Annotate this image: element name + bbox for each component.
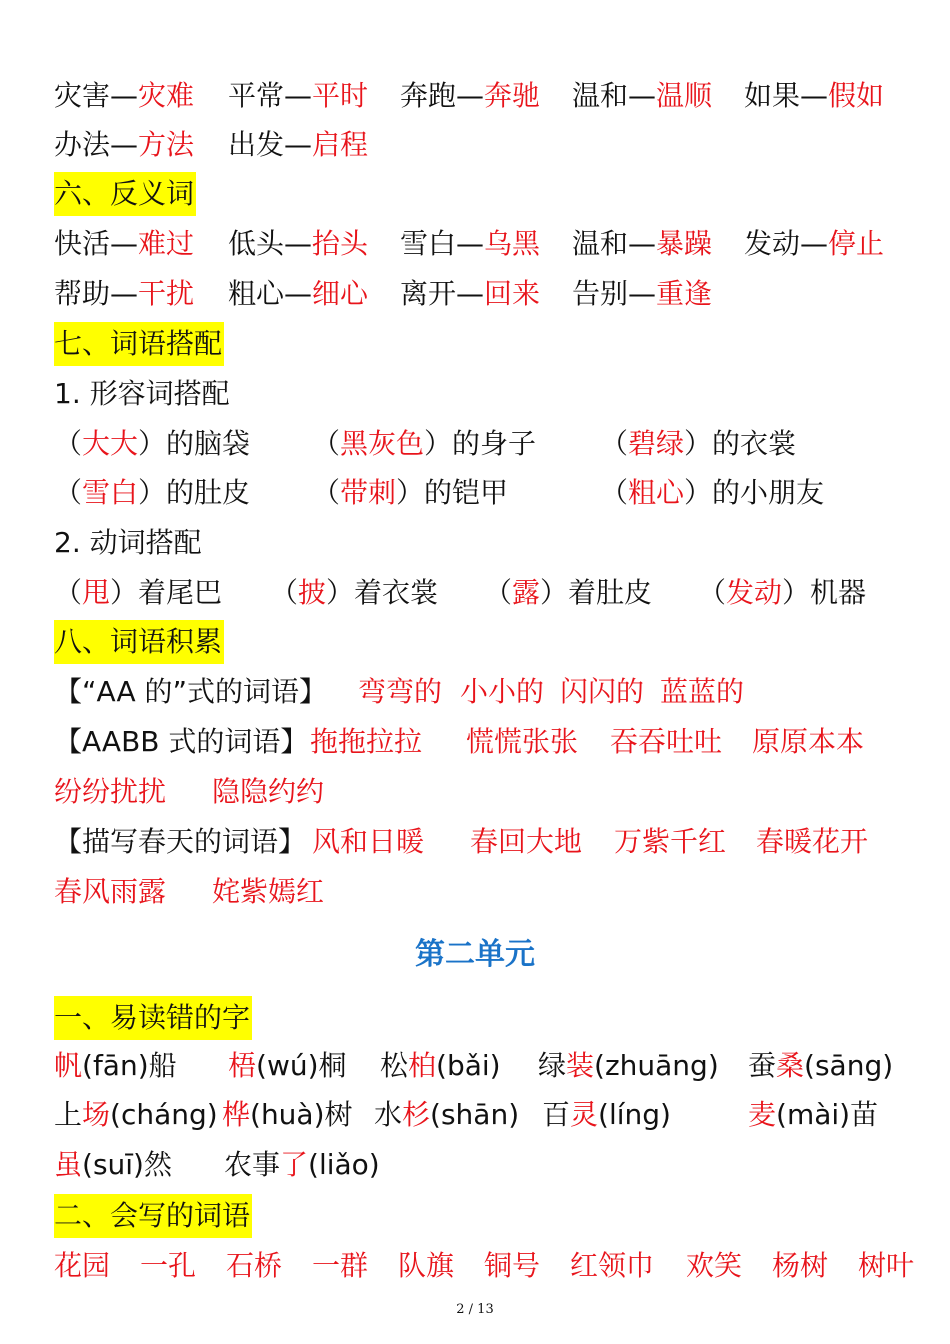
pinyin: (cháng) (110, 1098, 218, 1131)
word-base: 温和— (572, 79, 657, 112)
char-base: 然 (143, 1148, 172, 1181)
char-base: 绿 (538, 1049, 567, 1082)
word-answer: 纷纷扰扰 (54, 775, 167, 808)
pinyin: (liǎo) (308, 1148, 380, 1181)
word-answer: 露 (512, 576, 541, 609)
char-highlight: 梧 (228, 1049, 257, 1082)
synonym-pair (54, 121, 194, 169)
paren: （ (698, 576, 727, 609)
char-base: 松 (380, 1049, 409, 1082)
synonym-pair (54, 72, 194, 120)
word-answer: 雪白 (82, 476, 139, 509)
char-highlight: 虽 (54, 1148, 83, 1181)
word-answer: 隐隐约约 (212, 775, 325, 808)
word-answer: 一群 (312, 1249, 369, 1282)
word-base: 平常— (228, 79, 313, 112)
word-answer: 甩 (82, 576, 111, 609)
char-highlight: 杉 (402, 1098, 431, 1131)
word-answer: 粗心 (628, 476, 685, 509)
word-answer: 小小的 (460, 675, 545, 708)
char-highlight: 桑 (776, 1049, 805, 1082)
word-base: 着肚皮 (568, 576, 653, 609)
antonym-pair (744, 220, 884, 268)
misread-item (542, 1091, 671, 1139)
misread-item (54, 1141, 172, 1189)
word-answer: 抬头 (312, 227, 369, 260)
section-heading-misread: 一、易读错的字 (54, 996, 252, 1040)
misread-item (228, 1042, 347, 1090)
char-highlight: 场 (82, 1098, 111, 1131)
adjective-item (312, 469, 508, 517)
category-label: 【AABB 式的词语】 (54, 725, 309, 758)
antonym-pair (400, 270, 540, 318)
section-heading-collocation: 七、词语搭配 (54, 322, 224, 366)
verb-item (54, 569, 222, 617)
word-answer: 奔驰 (484, 79, 541, 112)
word-base: 的铠甲 (424, 476, 509, 509)
word-base: 告别— (572, 277, 657, 310)
char-highlight: 了 (280, 1148, 309, 1181)
word-answer: 暴躁 (656, 227, 713, 260)
char-highlight: 帆 (54, 1049, 83, 1082)
word-base: 的肚皮 (166, 476, 251, 509)
adjective-item (54, 469, 250, 517)
word-base: 的衣裳 (712, 427, 797, 460)
word-base: 的脑袋 (166, 427, 251, 460)
char-highlight: 麦 (748, 1098, 777, 1131)
synonym-pair (228, 72, 368, 120)
antonym-pair (572, 220, 712, 268)
misread-item (380, 1042, 501, 1090)
word-answer: 干扰 (138, 277, 195, 310)
word-base: 灾害— (54, 79, 139, 112)
word-answer: 停止 (828, 227, 885, 260)
paren: ） (110, 576, 139, 609)
word-answer: 万紫千红 (614, 825, 727, 858)
word-answer: 发动 (726, 576, 783, 609)
pinyin: (zhuāng) (594, 1049, 719, 1082)
antonym-pair (228, 220, 368, 268)
word-answer: 温顺 (656, 79, 713, 112)
word-answer: 披 (298, 576, 327, 609)
char-base: 苗 (850, 1098, 879, 1131)
word-base: 出发— (228, 128, 313, 161)
paren: ） (138, 476, 167, 509)
word-base: 发动— (744, 227, 829, 260)
misread-item (222, 1091, 353, 1139)
pinyin: (mài) (776, 1098, 851, 1131)
synonym-pair (228, 121, 368, 169)
word-answer: 弯弯的 (358, 675, 443, 708)
synonym-pair (744, 72, 884, 120)
word-answer: 闪闪的 (560, 675, 645, 708)
char-highlight: 灵 (570, 1098, 599, 1131)
page-number: 2 / 13 (456, 1302, 494, 1317)
word-answer: 石桥 (226, 1249, 283, 1282)
char-highlight: 桦 (222, 1098, 251, 1131)
adjective-item (600, 420, 796, 468)
word-answer: 春暖花开 (756, 825, 869, 858)
word-answer: 黑灰色 (340, 427, 425, 460)
word-answer: 杨树 (772, 1249, 829, 1282)
word-base: 雪白— (400, 227, 485, 260)
paren: （ (312, 476, 341, 509)
pinyin: (líng) (598, 1098, 671, 1131)
word-base: 着尾巴 (138, 576, 223, 609)
word-answer: 欢笑 (686, 1249, 743, 1282)
misread-item (748, 1091, 878, 1139)
word-answer: 原原本本 (752, 725, 865, 758)
misread-item (538, 1042, 719, 1090)
word-answer: 灾难 (138, 79, 195, 112)
paren: （ (54, 427, 83, 460)
paren: ） (138, 427, 167, 460)
misread-item (224, 1141, 380, 1189)
word-base: 粗心— (228, 277, 313, 310)
char-highlight: 装 (566, 1049, 595, 1082)
verb-subheading: 2. 动词搭配 (54, 526, 202, 559)
char-base: 上 (54, 1098, 83, 1131)
word-answer: 红领巾 (570, 1249, 655, 1282)
word-answer: 风和日暖 (312, 825, 425, 858)
word-answer: 方法 (138, 128, 195, 161)
char-base: 树 (324, 1098, 353, 1131)
word-answer: 细心 (312, 277, 369, 310)
word-answer: 树叶 (858, 1249, 915, 1282)
word-base: 离开— (400, 277, 485, 310)
antonym-pair (228, 270, 368, 318)
word-answer: 平时 (312, 79, 369, 112)
char-base: 水 (374, 1098, 403, 1131)
adjective-subheading: 1. 形容词搭配 (54, 377, 230, 410)
paren: ） (782, 576, 811, 609)
char-highlight: 柏 (408, 1049, 437, 1082)
adjective-item (312, 420, 536, 468)
paren: （ (600, 427, 629, 460)
word-answer: 假如 (828, 79, 885, 112)
pinyin: (wú) (256, 1049, 319, 1082)
category-label: 【描写春天的词语】 (54, 825, 307, 858)
misread-item (54, 1091, 218, 1139)
pinyin: (sāng) (804, 1049, 894, 1082)
char-base: 百 (542, 1098, 571, 1131)
word-answer: 大大 (82, 427, 139, 460)
paren: ） (684, 476, 713, 509)
pinyin: (suī) (82, 1148, 144, 1181)
word-answer: 乌黑 (484, 227, 541, 260)
char-base: 蚕 (748, 1049, 777, 1082)
pinyin: (shān) (430, 1098, 520, 1131)
word-base: 办法— (54, 128, 139, 161)
paren: ） (540, 576, 569, 609)
paren: （ (484, 576, 513, 609)
section-heading-antonyms: 六、反义词 (54, 172, 196, 216)
synonym-pair (572, 72, 712, 120)
word-answer: 蓝蓝的 (660, 675, 745, 708)
paren: （ (600, 476, 629, 509)
word-answer: 一孔 (140, 1249, 197, 1282)
category-label: 【“AA 的”式的词语】 (54, 675, 328, 708)
antonym-pair (54, 220, 194, 268)
misread-item (54, 1042, 177, 1090)
word-answer: 重逢 (656, 277, 713, 310)
pinyin: (huà) (250, 1098, 325, 1131)
word-base: 快活— (54, 227, 139, 260)
pinyin: (fān) (82, 1049, 149, 1082)
word-answer: 碧绿 (628, 427, 685, 460)
paren: （ (312, 427, 341, 460)
word-base: 低头— (228, 227, 313, 260)
word-base: 帮助— (54, 277, 139, 310)
pinyin: (bǎi) (436, 1049, 501, 1082)
word-base: 着衣裳 (354, 576, 439, 609)
word-answer: 姹紫嫣红 (212, 875, 325, 908)
adjective-item (54, 420, 250, 468)
word-answer: 启程 (312, 128, 369, 161)
verb-item (698, 569, 866, 617)
synonym-pair (400, 72, 540, 120)
word-answer: 春风雨露 (54, 875, 167, 908)
char-base: 农事 (224, 1148, 281, 1181)
word-base: 奔跑— (400, 79, 485, 112)
word-base: 机器 (810, 576, 867, 609)
word-answer: 队旗 (398, 1249, 455, 1282)
word-answer: 拖拖拉拉 (310, 725, 423, 758)
word-answer: 慌慌张张 (466, 725, 579, 758)
paren: ） (396, 476, 425, 509)
paren: （ (54, 476, 83, 509)
word-base: 的身子 (452, 427, 537, 460)
verb-item (484, 569, 652, 617)
char-base: 桐 (318, 1049, 347, 1082)
word-answer: 春回大地 (470, 825, 583, 858)
paren: （ (270, 576, 299, 609)
misread-item (374, 1091, 519, 1139)
word-answer: 带刺 (340, 476, 397, 509)
verb-item (270, 569, 438, 617)
paren: ） (424, 427, 453, 460)
word-answer: 吞吞吐吐 (610, 725, 723, 758)
word-base: 的小朋友 (712, 476, 825, 509)
section-heading-accumulation: 八、词语积累 (54, 620, 224, 664)
word-answer: 难过 (138, 227, 195, 260)
word-base: 温和— (572, 227, 657, 260)
antonym-pair (572, 270, 712, 318)
word-base: 如果— (744, 79, 829, 112)
word-answer: 铜号 (484, 1249, 541, 1282)
word-answer: 回来 (484, 277, 541, 310)
unit-title: 第二单元 (415, 937, 535, 972)
antonym-pair (54, 270, 194, 318)
antonym-pair (400, 220, 540, 268)
section-heading-writing: 二、会写的词语 (54, 1194, 252, 1238)
paren: （ (54, 576, 83, 609)
adjective-item (600, 469, 824, 517)
misread-item (748, 1042, 893, 1090)
word-answer: 花园 (54, 1249, 111, 1282)
paren: ） (684, 427, 713, 460)
paren: ） (326, 576, 355, 609)
char-base: 船 (148, 1049, 177, 1082)
